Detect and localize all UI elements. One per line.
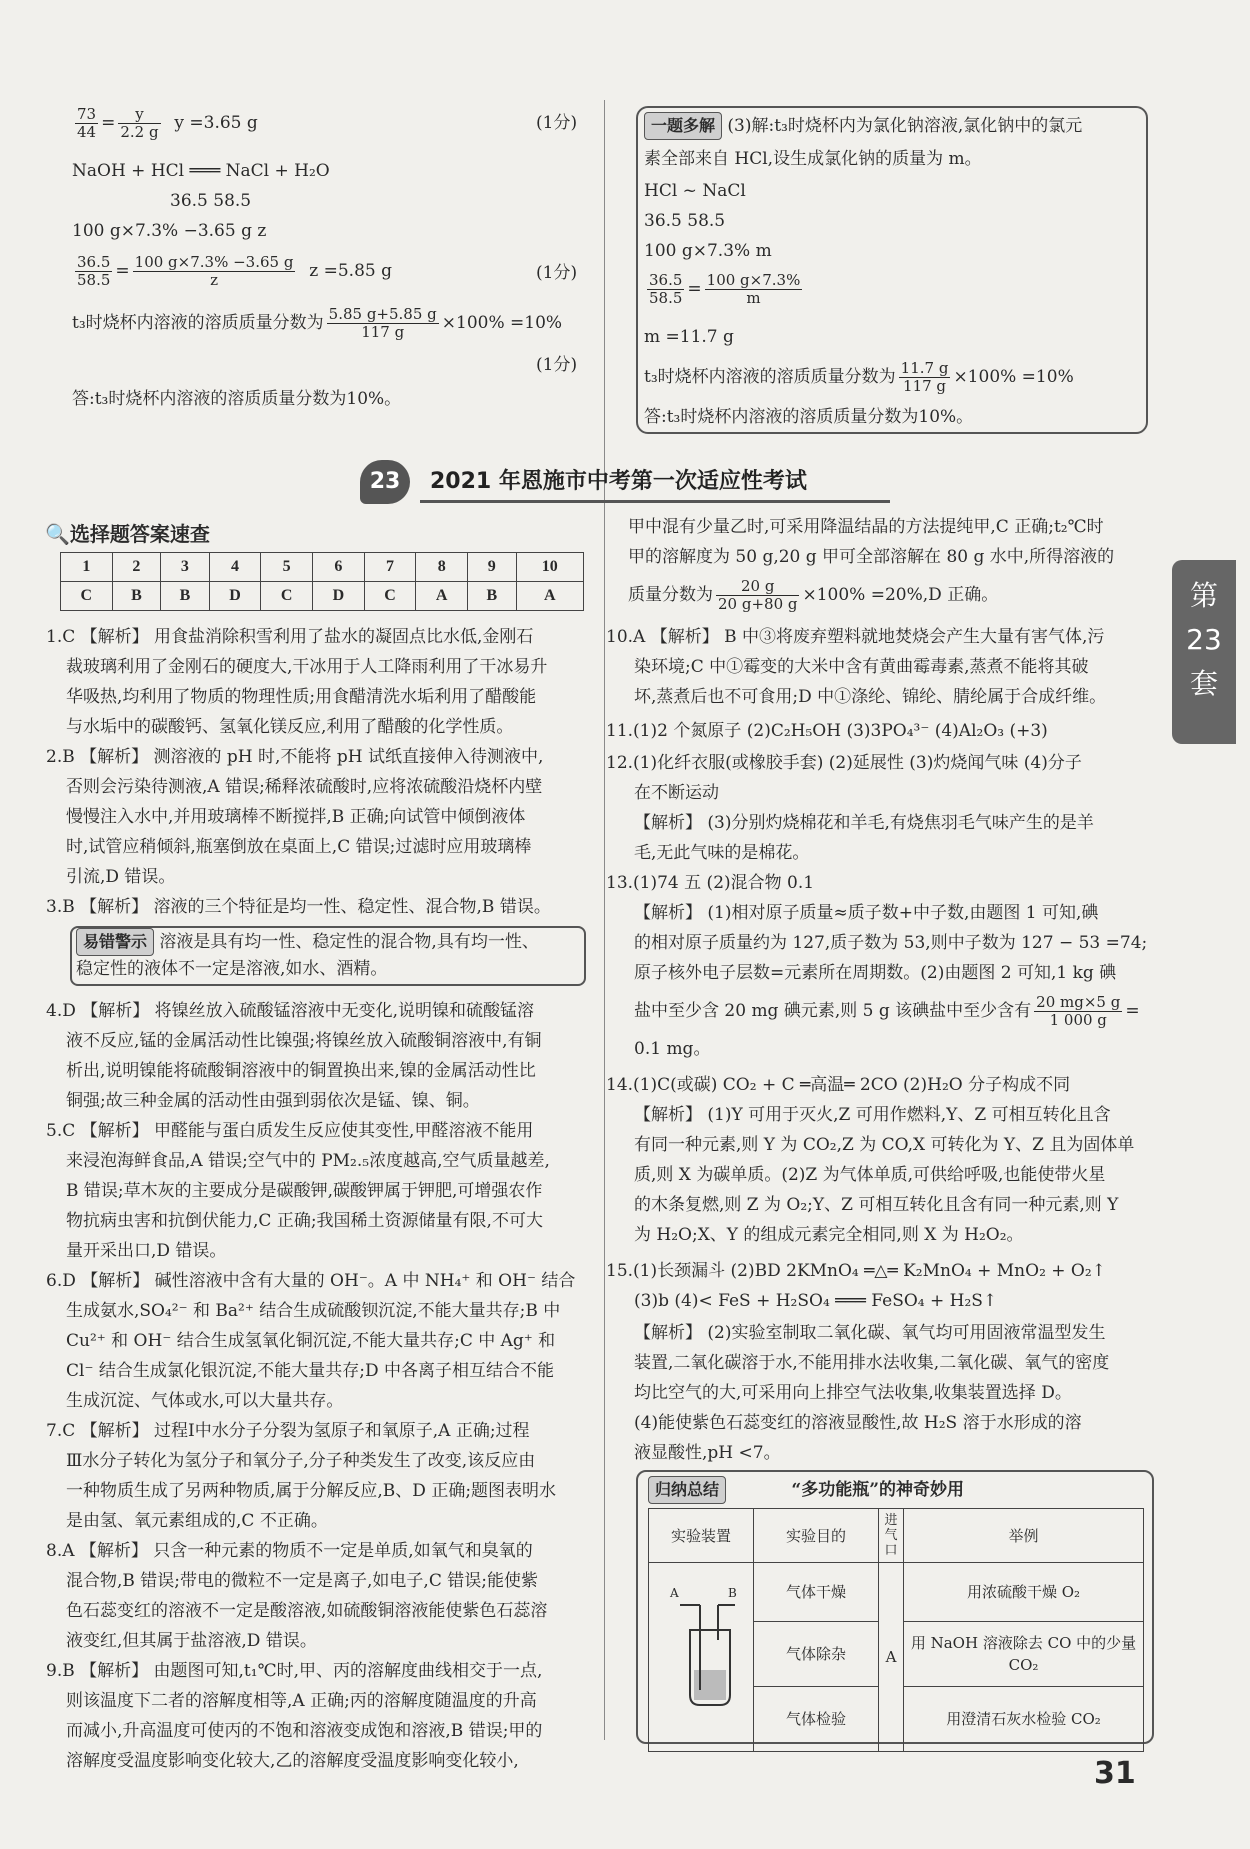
score-3: (1分) [536, 355, 578, 375]
alt-solution-line-2: 素全部来自 HCl,设生成氯化钠的质量为 m。 [644, 149, 982, 169]
answer-num: 7 [364, 553, 416, 582]
explanation-line: 染环境;C 中①霉变的大米中含有黄曲霉毒素,蒸煮不能将其破 [634, 657, 1089, 677]
summary-example: 用 NaOH 溶液除去 CO 中的少量 CO₂ [904, 1622, 1144, 1687]
alt-solution-line-1: 一题多解 (3)解:t₃时烧杯内为氯化钠溶液,氯化钠中的氯元 [644, 112, 1082, 140]
explanation-line: 3.B 【解析】 溶液的三个特征是均一性、稳定性、混合物,B 错误。 [46, 897, 551, 917]
summary-title: “多功能瓶”的神奇妙用 [791, 1480, 964, 1500]
explanation-line: 质,则 X 为碳单质。(2)Z 为气体单质,可供给呼吸,也能使带火星 [634, 1165, 1106, 1185]
summary-header-cell: 实验目的 [754, 1509, 879, 1563]
explanation-fraction-line: 质量分数为 $\frac{20 g}{20 g+80 g}$ ×100% =20%,D 正确。 [628, 577, 999, 613]
explanation-line: 一种物质生成了另两种物质,属于分解反应,B、D 正确;题图表明水 [66, 1481, 557, 1501]
explanation-line: 液不反应,锰的金属活动性比镍强;将镍丝放入硫酸铜溶液中,有铜 [66, 1031, 542, 1051]
exam-banner [360, 458, 880, 506]
answer-num: 9 [468, 553, 517, 582]
explanation-line: 10.A 【解析】 B 中③将废弃塑料就地焚烧会产生大量有害气体,污 [606, 627, 1105, 647]
page-number: 31 [1094, 1756, 1136, 1791]
explanation-line: 【解析】 (3)分别灼烧棉花和羊毛,有烧焦羽毛气味产生的是羊 [634, 813, 1094, 833]
explanation-line: 华吸热,均利用了物质的物理性质;用食醋清洗水垢利用了醋酸能 [66, 687, 537, 707]
alt-solution-line-3: HCl ~ NaCl [644, 181, 746, 201]
answer-table-answers [61, 582, 584, 611]
explanation-line: 11.(1)2 个氮原子 (2)C₂H₅OH (3)3PO₄³⁻ (4)Al₂O₃ (+3) [606, 721, 1048, 741]
calc-equation: NaOH + HCl ═══ NaCl + H₂O [72, 161, 330, 181]
calc-masses: 36.5 58.5 [170, 191, 252, 211]
explanation-line: 6.D 【解析】 碱性溶液中含有大量的 OH⁻。A 中 NH₄⁺ 和 OH⁻ 结合 [46, 1271, 576, 1291]
magnifier-icon: 🔍 [45, 522, 70, 546]
alt-solution-tag: 一题多解 [644, 112, 722, 140]
answer-letter: A [416, 582, 468, 611]
explanation-line: 的相对原子质量约为 127,质子数为 53,则中子数为 127 − 53 =74; [634, 933, 1148, 953]
alt-solution-line-8: t₃时烧杯内溶液的溶质质量分数为 $\frac{11.7 g}{117 g}$ ×100% =10% [644, 359, 1074, 395]
explanation-line: 物抗病虫害和抗倒伏能力,C 正确;我国稀土资源储量有限,不可大 [66, 1211, 543, 1231]
explanation-line: 时,试管应稍倾斜,瓶塞倒放在桌面上,C 错误;过滤时应用玻璃棒 [66, 837, 532, 857]
explanation-line: 溶解度受温度影响变化较大,乙的溶解度受温度影响变化较小, [66, 1751, 519, 1771]
explanation-line: 毛,无此气味的是棉花。 [634, 843, 810, 863]
summary-header-cell: 举例 [904, 1509, 1144, 1563]
explanation-line: 析出,说明镍能将硫酸铜溶液中的铜置换出来,镍的金属活动性比 [66, 1061, 536, 1081]
answer-table [60, 552, 584, 611]
summary-inlet: A [879, 1563, 904, 1752]
explanation-line: 有同一种元素,则 Y 为 CO₂,Z 为 CO,X 可转化为 Y、Z 且为固体单 [634, 1135, 1135, 1155]
explanation-line: 甲的溶解度为 50 g,20 g 甲可全部溶解在 80 g 水中,所得溶液的 [628, 547, 1115, 567]
explanation-line: Cu²⁺ 和 OH⁻ 结合生成氢氧化铜沉淀,不能大量共存;C 中 Ag⁺ 和 [66, 1331, 556, 1351]
summary-header-cell: 实验装置 [649, 1509, 754, 1563]
explanation-line: (3)b (4)< FeS + H₂SO₄ ═══ FeSO₄ + H₂S↑ [634, 1291, 998, 1311]
explanation-line: 12.(1)化纤衣服(或橡胶手套) (2)延展性 (3)灼烧闻气味 (4)分子 [606, 753, 1082, 773]
explanation-line: 15.(1)长颈漏斗 (2)BD 2KMnO₄ ═△═ K₂MnO₄ + MnO₂ + O₂↑ [606, 1261, 1106, 1281]
answer-num: 2 [112, 553, 161, 582]
explanation-line: (4)能使紫色石蕊变红的溶液显酸性,故 H₂S 溶于水形成的溶 [634, 1413, 1082, 1433]
summary-goal: 气体除杂 [754, 1622, 879, 1687]
explanation-line: 慢慢注入水中,并用玻璃棒不断搅拌,B 正确;向试管中倾倒液体 [66, 807, 526, 827]
flask-diagram [670, 1586, 740, 1714]
exam-number: 23 [360, 460, 410, 504]
answer-letter: A [516, 582, 583, 611]
calc-answer: 答:t₃时烧杯内溶液的溶质质量分数为10%。 [72, 389, 402, 409]
warning-line-1: 易错警示 溶液是具有均一性、稳定性的混合物,具有均一性、 [76, 928, 539, 956]
explanation-line: 裁玻璃利用了金刚石的硬度大,干冰用于人工降雨利用了干冰易升 [66, 657, 548, 677]
answer-table-numbers [61, 553, 584, 582]
alt-solution-line-6: $\frac{36.5}{58.5}$ = $\frac{100 g\times 7.3\%}{m}$ [649, 271, 801, 307]
explanation-line: 0.1 mg。 [634, 1039, 711, 1059]
answer-num: 5 [261, 553, 313, 582]
alt-solution-line-4: 36.5 58.5 [644, 211, 726, 231]
explanation-line: 9.B 【解析】 由题图可知,t₁℃时,甲、丙的溶解度曲线相交于一点, [46, 1661, 543, 1681]
explanation-line: 坏,蒸煮后也不可食用;D 中①涤纶、锦纶、腈纶属于合成纤维。 [634, 687, 1107, 707]
answer-letter: B [112, 582, 161, 611]
explanation-line: 是由氢、氧元素组成的,C 不正确。 [66, 1511, 328, 1531]
side-tab-l1: 第 [1189, 579, 1218, 612]
explanation-line: 8.A 【解析】 只含一种元素的物质不一定是单质,如氧气和臭氧的 [46, 1541, 533, 1561]
calc-line-1: $\frac{73}{44}$ = $\frac{y}{2.2 g}$ y =3.65 g [77, 105, 258, 141]
explanation-line: 则该温度下二者的溶解度相等,A 正确;丙的溶解度随温度的升高 [66, 1691, 537, 1711]
summary-goal: 气体干燥 [754, 1563, 879, 1622]
warning-line-2: 稳定性的液体不一定是溶液,如水、酒精。 [76, 959, 388, 979]
explanation-line: 量开采出口,D 错误。 [66, 1241, 227, 1261]
column-divider [604, 100, 605, 1740]
answer-letter: C [261, 582, 313, 611]
answer-num: 3 [161, 553, 210, 582]
answer-letter: D [313, 582, 365, 611]
explanation-line: 原子核外电子层数=元素所在周期数。(2)由题图 2 可知,1 kg 碘 [634, 963, 1117, 983]
answer-num: 10 [516, 553, 583, 582]
alt-solution-line-9: 答:t₃时烧杯内溶液的溶质质量分数为10%。 [644, 407, 974, 427]
explanation-line: Ⅲ水分子转化为氢分子和氧分子,分子种类发生了改变,该反应由 [66, 1451, 536, 1471]
explanation-line: 7.C 【解析】 过程Ⅰ中水分子分裂为氢原子和氧原子,A 正确;过程 [46, 1421, 530, 1441]
explanation-line: 来浸泡海鲜食品,A 错误;空气中的 PM₂.₅浓度越高,空气质量越差, [66, 1151, 550, 1171]
explanation-line: 13.(1)74 五 (2)混合物 0.1 [606, 873, 815, 893]
answer-section-title: 🔍选择题答案速查 [45, 522, 210, 546]
explanation-fraction-line: 盐中至少含 20 mg 碘元素,则 5 g 该碘盐中至少含有 $\frac{20 mg\times 5 g}{1 000 g}$ = [634, 993, 1140, 1029]
summary-example: 用澄清石灰水检验 CO₂ [904, 1687, 1144, 1752]
explanation-line: 1.C 【解析】 用食盐消除积雪利用了盐水的凝固点比水低,金刚石 [46, 627, 534, 647]
explanation-line: 液变红,但其属于盐溶液,D 错误。 [66, 1631, 317, 1651]
side-tab-l2: 23 [1186, 623, 1222, 656]
explanation-line: 4.D 【解析】 将镍丝放入硫酸锰溶液中无变化,说明镍和硫酸锰溶 [46, 1001, 535, 1021]
explanation-line: 否则会污染待测液,A 错误;稀释浓硫酸时,应将浓硫酸沿烧杯内壁 [66, 777, 543, 797]
explanation-line: 【解析】 (2)实验室制取二氧化碳、氧气均可用固液常温型发生 [634, 1323, 1106, 1343]
explanation-line: B 错误;草木灰的主要成分是碳酸钾,碳酸钾属于钾肥,可增强农作 [66, 1181, 543, 1201]
explanation-line: 与水垢中的碳酸钙、氢氧化镁反应,利用了醋酸的化学性质。 [66, 717, 514, 737]
explanation-line: 为 H₂O;X、Y 的组成元素完全相同,则 X 为 H₂O₂。 [634, 1225, 1024, 1245]
exam-title: 2021 年恩施市中考第一次适应性考试 [430, 469, 807, 494]
answer-num: 4 [209, 553, 261, 582]
explanation-line: 色石蕊变红的溶液不一定是酸溶液,如硫酸铜溶液能使紫色石蕊溶 [66, 1601, 548, 1621]
explanation-line: 混合物,B 错误;带电的微粒不一定是离子,如电子,C 错误;能使紫 [66, 1571, 538, 1591]
explanation-line: 生成沉淀、气体或水,可以大量共存。 [66, 1391, 344, 1411]
answer-num: 6 [313, 553, 365, 582]
explanation-line: 引流,D 错误。 [66, 867, 176, 887]
side-tab-l3: 套 [1189, 667, 1218, 700]
side-tab [1172, 560, 1236, 744]
score-2: (1分) [536, 263, 578, 283]
warning-tag: 易错警示 [76, 928, 154, 956]
summary-header [648, 1476, 964, 1504]
explanation-line: 生成氨水,SO₄²⁻ 和 Ba²⁺ 结合生成硫酸钡沉淀,不能大量共存;B 中 [66, 1301, 561, 1321]
alt-solution-line-7: m =11.7 g [644, 327, 734, 347]
summary-tag: 归纳总结 [648, 1476, 726, 1504]
answer-letter: C [61, 582, 113, 611]
explanation-line: 的木条复燃,则 Z 为 O₂;Y、Z 可相互转化且含有同一种元素,则 Y [634, 1195, 1119, 1215]
explanation-line: 【解析】 (1)Y 可用于灭火,Z 可用作燃料,Y、Z 可相互转化且含 [634, 1105, 1111, 1125]
explanation-line: 甲中混有少量乙时,可采用降温结晶的方法提纯甲,C 正确;t₂℃时 [628, 517, 1104, 537]
explanation-line: 液显酸性,pH <7。 [634, 1443, 781, 1463]
answer-letter: D [209, 582, 261, 611]
explanation-line: 2.B 【解析】 测溶液的 pH 时,不能将 pH 试纸直接伸入待测液中, [46, 747, 544, 767]
label-a: A [670, 1586, 679, 1600]
explanation-line: 5.C 【解析】 甲醛能与蛋白质发生反应使其变性,甲醛溶液不能用 [46, 1121, 534, 1141]
gas-washing-bottle-icon [670, 1600, 740, 1710]
explanation-line: 14.(1)C(或碳) CO₂ + C ═高温═ 2CO (2)H₂O 分子构成不同 [606, 1075, 1071, 1095]
explanation-line: 而减小,升高温度可使丙的不饱和溶液变成饱和溶液,B 错误;甲的 [66, 1721, 543, 1741]
answer-num: 8 [416, 553, 468, 582]
explanation-line: 在不断运动 [634, 783, 719, 803]
calc-given: 100 g×7.3% −3.65 g z [72, 221, 267, 241]
explanation-line: 铜强;故三种金属的活动性由强到弱依次是锰、镍、铜。 [66, 1091, 480, 1111]
score-1: (1分) [536, 113, 578, 133]
answer-letter: B [161, 582, 210, 611]
explanation-line: Cl⁻ 结合生成氯化银沉淀,不能大量共存;D 中各离子相互结合不能 [66, 1361, 554, 1381]
answer-num: 1 [61, 553, 113, 582]
answer-letter: B [468, 582, 517, 611]
alt-solution-line-5: 100 g×7.3% m [644, 241, 772, 261]
answer-letter: C [364, 582, 416, 611]
summary-header-cell: 进气口 [879, 1509, 904, 1563]
calc-fraction: t₃时烧杯内溶液的溶质质量分数为 $\frac{5.85 g+5.85 g}{117 g}$ ×100% =10% [72, 305, 563, 341]
explanation-line: 【解析】 (1)相对原子质量≈质子数+中子数,由题图 1 可知,碘 [634, 903, 1099, 923]
calc-proportion: $\frac{36.5}{58.5}$ = $\frac{100 g\times 7.3\% -3.65 g}{z}$ z =5.85 g [77, 253, 393, 289]
explanation-line: 均比空气的大,可采用向上排空气法收集,收集装置选择 D。 [634, 1383, 1072, 1403]
banner-rule [420, 500, 890, 503]
explanation-line: 装置,二氧化碳溶于水,不能用排水法收集,二氧化碳、氧气的密度 [634, 1353, 1110, 1373]
label-b: B [728, 1586, 737, 1600]
summary-example: 用浓硫酸干燥 O₂ [904, 1563, 1144, 1622]
summary-goal: 气体检验 [754, 1687, 879, 1752]
